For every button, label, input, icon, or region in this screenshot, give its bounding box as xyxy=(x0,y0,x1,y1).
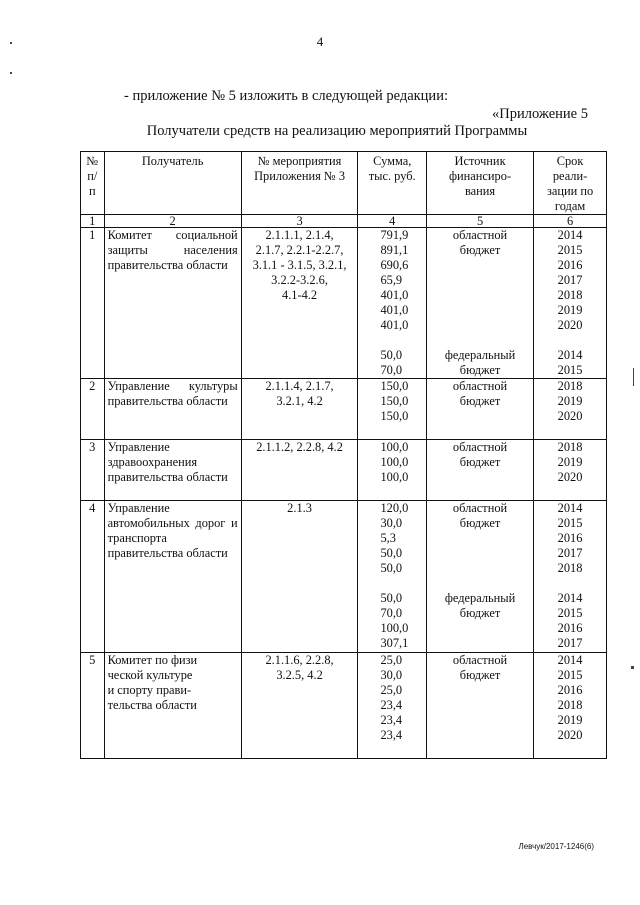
source-cell: областной бюджет федеральный бюджет xyxy=(426,228,533,379)
sum-cell: 150,0 150,0 150,0 xyxy=(358,379,427,440)
activity-cell: 2.1.1.4, 2.1.7, 3.2.1, 4.2 xyxy=(241,379,358,440)
table-header-row xyxy=(81,152,607,215)
table-row xyxy=(81,228,607,379)
header-recipient: Получатель xyxy=(104,152,241,215)
activity-cell: 2.1.1.1, 2.1.4, 2.1.7, 2.2.1-2.2.7, 3.1.1 - 3.1.5, 3.2.1, 3.2.2-3.2.6, 4.1-4.2 xyxy=(241,228,358,379)
activity-cell: 2.1.1.6, 2.2.8, 3.2.5, 4.2 xyxy=(241,653,358,759)
header-term: Срок реали- зации по годам xyxy=(534,152,607,215)
activity-cell: 2.1.3 xyxy=(241,501,358,653)
intro-text: - приложение № 5 изложить в следующей редакции: xyxy=(124,88,448,104)
scan-mark xyxy=(10,72,12,74)
term-cell: 2014 2015 2016 2018 2019 2020 xyxy=(534,653,607,759)
row-number: 3 xyxy=(81,440,105,501)
index-cell: 2 xyxy=(104,215,241,228)
sum-cell: 120,0 30,0 5,3 50,0 50,0 50,0 70,0 100,0 307,1 xyxy=(358,501,427,653)
page-number: 4 xyxy=(316,34,324,49)
row-number: 5 xyxy=(81,653,105,759)
table-row xyxy=(81,501,607,653)
header-source: Источник финансиро- вания xyxy=(426,152,533,215)
sum-cell: 791,9 891,1 690,6 65,9 401,0 401,0 401,0 50,0 70,0 xyxy=(358,228,427,379)
index-cell: 6 xyxy=(534,215,607,228)
index-cell: 3 xyxy=(241,215,358,228)
source-cell: областной бюджет xyxy=(426,653,533,759)
recipient-cell: Комитет социальной защиты населения правительства области xyxy=(104,228,241,379)
term-cell: 2018 2019 2020 xyxy=(534,379,607,440)
source-cell: областной бюджет федеральный бюджет xyxy=(426,501,533,653)
sum-cell: 100,0 100,0 100,0 xyxy=(358,440,427,501)
source-cell: областной бюджет xyxy=(426,379,533,440)
table-index-row xyxy=(81,215,607,228)
recipient-cell: Управление здравоохранения правительства области xyxy=(104,440,241,501)
term-cell: 2014 2015 2016 2017 2018 2019 2020 2014 2015 xyxy=(534,228,607,379)
table-row xyxy=(81,440,607,501)
recipient-cell: Комитет по физи ческой культуре и спорту прави- тельства области xyxy=(104,653,241,759)
row-number: 1 xyxy=(81,228,105,379)
table-row xyxy=(81,653,607,759)
document-title: Получатели средств на реализацию мероприятий Программы xyxy=(146,123,528,139)
index-cell: 4 xyxy=(358,215,427,228)
header-num: № п/ п xyxy=(81,152,105,215)
term-cell: 2018 2019 2020 xyxy=(534,440,607,501)
scan-mark xyxy=(631,666,634,669)
registration-stamp: Левчук/2017-1246(6) xyxy=(518,842,594,851)
row-number: 2 xyxy=(81,379,105,440)
source-cell: областной бюджет xyxy=(426,440,533,501)
header-sum: Сумма, тыс. руб. xyxy=(358,152,427,215)
recipient-cell: Управление автомобильных дорог и транспорта правительства области xyxy=(104,501,241,653)
recipients-table xyxy=(80,151,607,759)
appendix-label: «Приложение 5 xyxy=(492,106,588,122)
recipient-cell: Управление культуры правительства области xyxy=(104,379,241,440)
activity-cell: 2.1.1.2, 2.2.8, 4.2 xyxy=(241,440,358,501)
index-cell: 1 xyxy=(81,215,105,228)
header-activity: № мероприятия Приложения № 3 xyxy=(241,152,358,215)
row-number: 4 xyxy=(81,501,105,653)
sum-cell: 25,0 30,0 25,0 23,4 23,4 23,4 xyxy=(358,653,427,759)
table-body xyxy=(81,228,607,759)
table-row xyxy=(81,379,607,440)
scan-mark xyxy=(633,368,634,386)
term-cell: 2014 2015 2016 2017 2018 2014 2015 2016 2017 xyxy=(534,501,607,653)
index-cell: 5 xyxy=(426,215,533,228)
